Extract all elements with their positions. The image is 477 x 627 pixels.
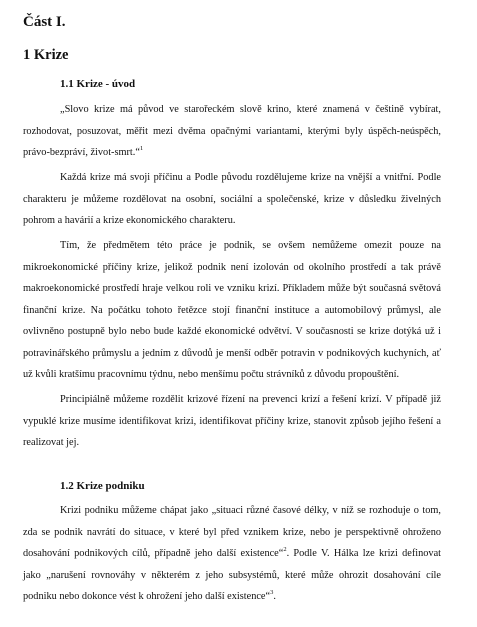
paragraph-text: Principiálně můžeme rozdělit krizové řízení na prevenci krizí a řešení krizí. V případě již vypuklé krize musíme identifikovat krizi, identifikovat příčiny krize, stanovit způsob jejího řešení a realizovat jej. [23, 394, 441, 448]
chapter-title: 1 Krize [23, 47, 69, 63]
part-title: Část I. [23, 14, 66, 30]
footnote-ref: 3 [270, 589, 274, 596]
paragraph-definition-quote [23, 99, 441, 164]
paragraph-text: Každá krize má svoji příčinu a Podle původu rozdělujeme krize na vnější a vnitřní. Podle charakteru je můžeme rozdělovat na osobní, sociální a společenské, krize v důsledku živelných pohrom a havárií a krize ekonomického charakteru. [23, 172, 441, 226]
paragraph-company-crisis [23, 500, 441, 608]
paragraph-text: „Slovo krize má původ ve starořeckém slově krino, které znamená v češtině vybírat, rozhodovat, posuzovat, měřit mezi dvěma opačnými variantami, kterými byly úspěch-neúspěch, právo-bezpráví, život-smrt.“ [23, 104, 441, 158]
footnote-ref: 2 [283, 546, 287, 553]
paragraph-text-end: . [273, 591, 276, 602]
paragraph-crisis-causes [23, 167, 441, 232]
paragraph-text-continued: . Podle V. Hálka lze krizi definovat jako „narušení rovnováhy v některém z jeho subsystémů, které může ohrozit dosahování cíle podniku nebo dokonce vést k ohrožení jeho další existence“ [23, 548, 442, 602]
paragraph-macroeconomic [23, 235, 441, 386]
paragraph-crisis-management [23, 389, 441, 454]
section-heading-krize-uvod: 1.1 Krize - úvod [60, 78, 136, 90]
paragraph-text: Tím, že předmětem této práce je podnik, se ovšem nemůžeme omezit pouze na mikroekonomické příčiny krize, jelikož podnik není izolován od okolního prostředí a tak právě makroekonomické prostředí hraje velkou roli ve vzniku krizí. Příkladem může být současná světová finanční krize. Na počátku tohoto řetězce stojí finanční instituce a automobilový průmysl, ale ovlivněno postupně bylo nebo bude každé ekonomické odvětví. V současnosti se krize dotýká už i potravinářského průmyslu a jedním z důvodů je menší odběr potravin v podnikových kuchyních, ať už kvůli kratšímu pracovnímu týdnu, nebo menšímu počtu strávníků z důvodu propouštění. [23, 240, 441, 380]
paragraph-text: Krizi podniku můžeme chápat jako „situaci různé časové délky, v níž se rozhoduje o tom, zda se podnik navrátí do situace, v které byl před vznikem krize, nebo je perspektivně ohroženo dosahování podnikových cílů, případně jeho další existence“ [23, 505, 441, 559]
section-heading-krize-podniku: 1.2 Krize podniku [60, 480, 145, 492]
footnote-ref: 1 [139, 145, 144, 152]
